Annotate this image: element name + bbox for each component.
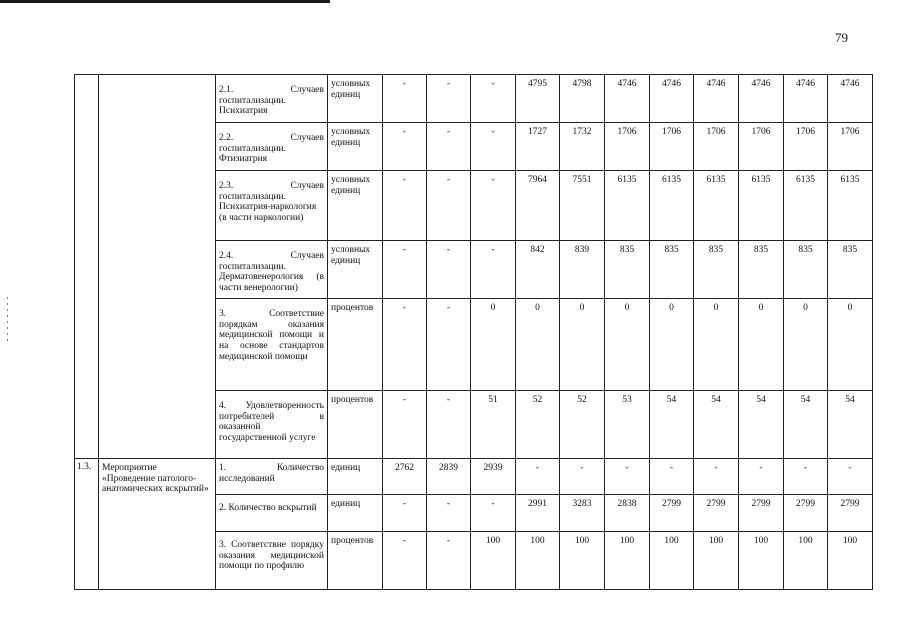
unit-cell: условных единиц (328, 123, 383, 171)
value-cell: 4746 (605, 75, 650, 123)
value-cell: 4746 (739, 75, 784, 123)
value-cell: 2799 (739, 495, 784, 532)
value-cell: 1706 (650, 123, 694, 171)
value-cell: 2939 (471, 459, 516, 495)
indicator-cell: 2.1. Случаев госпитализации. Психиатрия (216, 75, 328, 123)
value-cell: - (471, 75, 516, 123)
value-cell: 2799 (650, 495, 694, 532)
value-cell: - (383, 241, 427, 299)
continuation-event-cell (99, 75, 216, 459)
indicator-cell: 2.2. Случаев госпитализации. Фтизиатрия (216, 123, 328, 171)
indicator-cell: 4. Удовлетворенность потребителей в оказанной государственной услуге (216, 391, 328, 459)
value-cell: 6135 (694, 171, 739, 241)
value-cell: - (694, 459, 739, 495)
value-cell: - (427, 171, 471, 241)
value-cell: 835 (784, 241, 828, 299)
value-cell: - (383, 391, 427, 459)
continuation-code-cell (75, 75, 99, 459)
unit-cell: единиц (328, 459, 383, 495)
value-cell: - (560, 459, 605, 495)
value-cell: 100 (784, 532, 828, 590)
value-cell: - (471, 241, 516, 299)
value-cell: 6135 (739, 171, 784, 241)
value-cell: 100 (694, 532, 739, 590)
value-cell: - (427, 391, 471, 459)
value-cell: - (427, 495, 471, 532)
value-cell: 0 (784, 299, 828, 391)
value-cell: 0 (650, 299, 694, 391)
value-cell: 835 (650, 241, 694, 299)
value-cell: 51 (471, 391, 516, 459)
value-cell: 1706 (784, 123, 828, 171)
value-cell: 7964 (516, 171, 560, 241)
value-cell: - (516, 459, 560, 495)
value-cell: 835 (694, 241, 739, 299)
table-row (75, 75, 873, 123)
value-cell: - (471, 495, 516, 532)
value-cell: 2799 (784, 495, 828, 532)
value-cell: 2839 (427, 459, 471, 495)
value-cell: 52 (516, 391, 560, 459)
value-cell: - (739, 459, 784, 495)
unit-cell: условных единиц (328, 171, 383, 241)
value-cell: 2838 (605, 495, 650, 532)
value-cell: 835 (739, 241, 784, 299)
value-cell: 2762 (383, 459, 427, 495)
value-cell: 6135 (784, 171, 828, 241)
value-cell: 100 (605, 532, 650, 590)
value-cell: 4746 (650, 75, 694, 123)
value-cell: 4746 (694, 75, 739, 123)
value-cell: 6135 (650, 171, 694, 241)
value-cell: - (427, 299, 471, 391)
value-cell: - (828, 459, 873, 495)
value-cell: 1727 (516, 123, 560, 171)
value-cell: - (427, 532, 471, 590)
page-number: 79 (835, 30, 848, 45)
value-cell: 2799 (828, 495, 873, 532)
value-cell: 3283 (560, 495, 605, 532)
value-cell: 54 (739, 391, 784, 459)
value-cell: 4746 (828, 75, 873, 123)
event-code-cell: 1.3. (75, 459, 99, 590)
value-cell: 0 (560, 299, 605, 391)
value-cell: 1706 (828, 123, 873, 171)
value-cell: 4746 (784, 75, 828, 123)
value-cell: 2799 (694, 495, 739, 532)
value-cell: 0 (828, 299, 873, 391)
value-cell: - (471, 123, 516, 171)
value-cell: 4798 (560, 75, 605, 123)
value-cell: - (383, 171, 427, 241)
value-cell: - (383, 123, 427, 171)
unit-cell: условных единиц (328, 75, 383, 123)
indicators-table (74, 74, 873, 590)
value-cell: - (383, 495, 427, 532)
value-cell: 54 (828, 391, 873, 459)
value-cell: 100 (828, 532, 873, 590)
value-cell: - (471, 171, 516, 241)
value-cell: 100 (516, 532, 560, 590)
unit-cell: процентов (328, 532, 383, 590)
unit-cell: процентов (328, 299, 383, 391)
value-cell: 0 (605, 299, 650, 391)
table-row (75, 459, 873, 495)
value-cell: 100 (471, 532, 516, 590)
value-cell: 835 (605, 241, 650, 299)
value-cell: 1706 (694, 123, 739, 171)
indicator-cell: 1. Количество исследований (216, 459, 328, 495)
value-cell: - (605, 459, 650, 495)
indicator-cell: 2.4. Случаев госпитализации. Дерматовенерология (в части венерологии) (216, 241, 328, 299)
table-body (75, 75, 873, 590)
value-cell: 0 (739, 299, 784, 391)
value-cell: 54 (650, 391, 694, 459)
value-cell: 53 (605, 391, 650, 459)
value-cell: 54 (694, 391, 739, 459)
value-cell: 54 (784, 391, 828, 459)
value-cell: - (427, 75, 471, 123)
value-cell: 52 (560, 391, 605, 459)
value-cell: 0 (694, 299, 739, 391)
value-cell: - (427, 123, 471, 171)
value-cell: 835 (828, 241, 873, 299)
indicator-cell: 3. Соответствие порядку оказания медицинской помощи по профилю (216, 532, 328, 590)
value-cell: 0 (471, 299, 516, 391)
value-cell: - (784, 459, 828, 495)
value-cell: 0 (516, 299, 560, 391)
indicator-cell: 2. Количество вскрытий (216, 495, 328, 532)
value-cell: - (650, 459, 694, 495)
value-cell: 6135 (605, 171, 650, 241)
event-title-cell: Мероприятие «Проведение патолого-анатомических вскрытий» (99, 459, 216, 590)
value-cell: 842 (516, 241, 560, 299)
value-cell: 1706 (605, 123, 650, 171)
unit-cell: единиц (328, 495, 383, 532)
value-cell: 4795 (516, 75, 560, 123)
indicator-cell: 3. Соответствие порядкам оказания медицинской помощи и на основе стандартов медицинской помощи (216, 299, 328, 391)
value-cell: 100 (560, 532, 605, 590)
value-cell: 100 (739, 532, 784, 590)
value-cell: - (427, 241, 471, 299)
value-cell: 100 (650, 532, 694, 590)
value-cell: 2991 (516, 495, 560, 532)
margin-marks (7, 297, 9, 343)
value-cell: - (383, 299, 427, 391)
value-cell: 1706 (739, 123, 784, 171)
value-cell: - (383, 75, 427, 123)
indicator-cell: 2.3. Случаев госпитализации. Психиатрия-наркология (в части наркологии) (216, 171, 328, 241)
value-cell: 7551 (560, 171, 605, 241)
value-cell: 839 (560, 241, 605, 299)
scan-edge-bar (0, 0, 330, 3)
value-cell: - (383, 532, 427, 590)
value-cell: 6135 (828, 171, 873, 241)
value-cell: 1732 (560, 123, 605, 171)
unit-cell: процентов (328, 391, 383, 459)
unit-cell: условных единиц (328, 241, 383, 299)
